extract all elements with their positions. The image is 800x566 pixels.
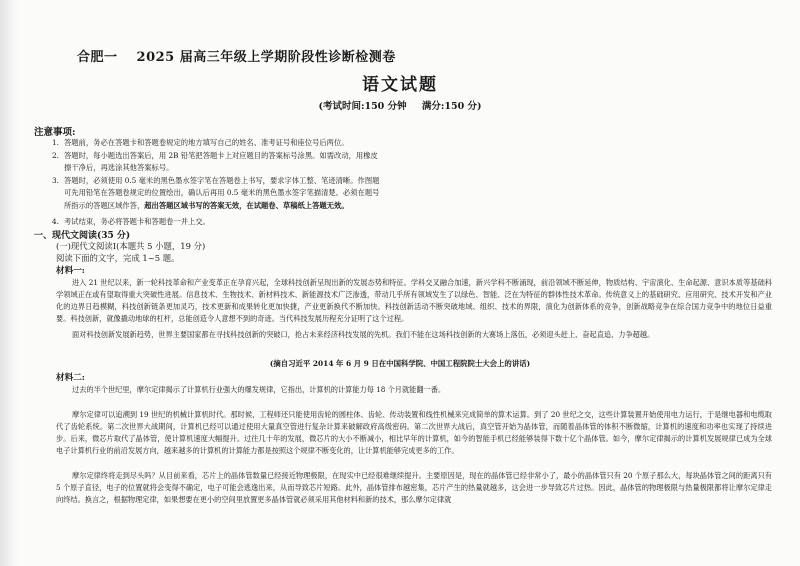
paragraph: 进入 21 世纪以来，新一轮科技革命和产业变革正在孕育兴起，全球科技创新呈现出新的发展态势和特征。学科交叉融合加速，新兴学科不断涌现，前沿领域不断延伸，物质结构、宇宙演化、生命起源、意识本质等基础科学领域正在或有望取得重大突破性进展。信息技术、生物技术、新材料技术、新能源技术广泛渗透，带动几乎所有领域发生了以绿色、智能、泛在为特征的群体性技术革命。传统意义上的基础研究、应用研究、技术开发和产业化的边界日趋模糊，科技创新链条更加灵巧，技术更新和成果转化更加快捷，产业更新换代不断加快。科技创新活动不断突破地域、组织、技术的界限，演化为创新体系的竞争，创新战略竞争在综合国力竞争中的地位日益重要。科技创新，就像撬动地球的杠杆，总能创造令人意想不到的奇迹。当代科技发展历程充分证明了这个过程。: [56, 278, 772, 324]
notice-text: 考试结束，务必将答题卡和答题卷一并上交。: [64, 217, 210, 226]
paragraph: 摩尔定律可以追溯到 19 世纪的机械计算机时代。那时候，工程师还只能使用齿轮的圆柱体、齿轮、传动装置和线性机械来完成简单的算术运算。到了 20 世纪之交，这些计算装置开始使用电力运行，于是继电器和电缆取代了齿轮系统。第二次世界大战期间，计算机已经可以通过使用大量真空管进行复杂计算来破解政府高级密码。第二次世界大战后，真空管开始为晶体管，而随着晶体管的体积不断微缩，计算机的速度和功率也实现了持续进步。后来，微芯片取代了晶体管，使计算机速度大幅提升。过往几十年的发展，微芯片的大小不断减小，相比早年的计算机，如今的智能手机已经能够装得下数十亿个晶体管。如今，摩尔定律揭示的计算机发展规律已成为全球电子计算机行业的前沿发展方向，越来越多的计算机的计算能力都是按照这个规律不断变化的，让计算机能够完成更多的工作。: [56, 410, 772, 456]
exam-score: 满分:150 分): [421, 101, 482, 112]
exam-time: (考试时间:150 分钟: [318, 101, 407, 112]
instruction-text: 阅读下面的文字，完成 1~5 题。: [56, 253, 180, 263]
paragraph: 摩尔定律终将走到尽头吗？从目前来看，芯片上的晶体管数量已经接近物理极限，在现实中已经很难继续提升。主要原因是，现在的晶体管已经非常小了，最小的晶体管只有 20 个原子那么大，每块晶体管之间的距离只有 5 个原子直径，电子的位置就将会变得不确定，电子可能会逃逸出来，从而导致芯片短路。此外，晶体管排布越密集，芯片产生的热量就越多，这会进一步导致芯片过热。因此，晶体管的物理极限与热量极限都将让摩尔定律走向终结。换言之，根据物理定律，如果想要在更小的空间里放置更多晶体管就必须采用其他材料和新的技术，那么摩尔定律就: [56, 471, 772, 505]
school-name: 合肥一: [77, 50, 118, 65]
notice-number: 4.: [52, 217, 59, 226]
exam-name: 2025 届高三年级上学期阶段性诊断检测卷: [136, 50, 396, 65]
notice-text-emphasis: 超出答题区域书写的答案无效，在试题卷、草稿纸上答题无效。: [144, 200, 349, 210]
paragraph: 面对科技创新发展新趋势，世界主要国家都在寻找科技创新的突破口，抢占未来经济科技发展的先机。我们不能在这场科技创新的大赛场上落伍，必须迎头赶上、奋起直追、力争超越。: [72, 330, 655, 339]
exam-info: [0, 98, 800, 112]
notice-list: [52, 137, 772, 229]
notice-item: [52, 150, 772, 175]
section-heading: 一、现代文阅读(35 分): [34, 231, 131, 241]
material-label: 材料二:: [56, 373, 85, 383]
page-title: 语文试题: [362, 75, 438, 95]
notice-number: 3.: [52, 175, 59, 185]
notice-text-continued: 擦干净后，再选涂其他答案标号。: [64, 163, 174, 172]
notice-number: 2.: [52, 150, 59, 160]
exam-header: [77, 46, 497, 65]
notice-text-continued: [52, 200, 772, 213]
notice-text: 答题时，每小题选出答案后，用 2B 铅笔把答题卡上对应题目的答案标号涂黑。如需改动，用橡皮: [64, 150, 378, 160]
paragraph: 过去的半个世纪里，摩尔定律揭示了计算机行业强大的爆发规律，它指出，计算机的计算能力每 18 个月就能翻一番。: [72, 385, 446, 394]
subsection-heading: (一)现代文阅读Ⅰ(本题共 5 小题，19 分): [56, 241, 206, 251]
notice-number: 1.: [52, 138, 59, 147]
citation: (摘自习近平 2014 年 6 月 9 日在中国科学院、中国工程院院士大会上的讲话): [269, 359, 531, 368]
notice-text: 答题前，务必在答题卡和答题卷规定的地方填写自己的姓名、准考证号和座位号后两位。: [64, 138, 349, 147]
notice-item: [52, 175, 772, 213]
material-label: 材料一:: [56, 266, 85, 276]
notice-item: [52, 137, 772, 150]
notice-text-continued: 可先用铅笔在答题卷规定的位置绘出，确认后再用 0.5 毫米的黑色墨水签字笔描清楚。必须在题号: [64, 188, 380, 197]
notice-item: [52, 216, 772, 229]
notice-heading: 注意事项:: [34, 127, 76, 138]
notice-text: 答题时，必须使用 0.5 毫米的黑色墨水签字笔在答题卷上书写，要求字体工整、笔迹清晰。作图题: [64, 175, 380, 185]
notice-text-part: 所指示的答题区域作答，: [64, 200, 145, 210]
